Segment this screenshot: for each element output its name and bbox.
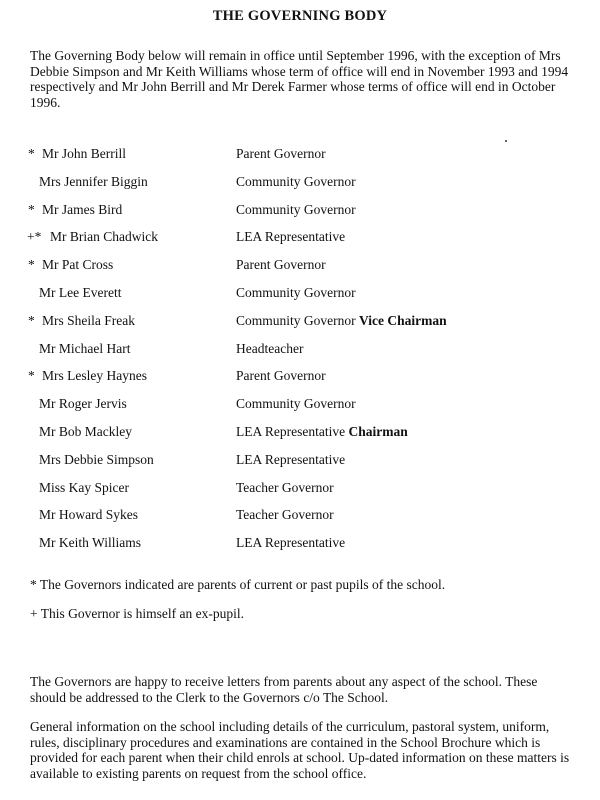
page-title: THE GOVERNING BODY — [212, 8, 388, 24]
parents-footnote: * The Governors indicated are parents of current or past pupils of the school. — [30, 577, 446, 592]
governor-row — [0, 452, 600, 480]
governor-role — [236, 285, 356, 301]
governor-marker: * — [28, 201, 35, 217]
governor-role — [236, 229, 345, 245]
governor-role — [236, 452, 345, 468]
ex-pupil-footnote: + This Governor is himself an ex-pupil. — [30, 606, 244, 621]
governor-row — [0, 507, 600, 535]
governor-row — [0, 480, 600, 508]
governor-row — [0, 285, 600, 313]
governor-name: Mr Brian Chadwick — [50, 229, 158, 245]
governor-role-text: Community Governor — [236, 312, 356, 328]
governor-row — [0, 174, 600, 202]
governor-role — [236, 507, 334, 523]
governor-role-text: Community Governor — [236, 201, 356, 217]
governor-name: Mr Keith Williams — [39, 535, 141, 551]
governor-name: Mr John Berrill — [42, 146, 126, 161]
governor-marker: +* — [27, 229, 42, 245]
governor-marker: * — [28, 146, 35, 161]
governor-row — [0, 257, 600, 285]
governor-row — [0, 396, 600, 424]
governor-role-text: LEA Representative — [236, 423, 346, 439]
governor-role-text: Teacher Governor — [236, 479, 334, 495]
governor-name: Mrs Jennifer Biggin — [39, 173, 148, 189]
governor-role-text: LEA Representative — [236, 535, 346, 551]
governor-role-text: LEA Representative — [236, 451, 346, 467]
governor-role — [236, 257, 326, 273]
governor-row — [0, 313, 600, 341]
governor-name: Mrs Debbie Simpson — [39, 451, 154, 467]
governor-name: Mrs Sheila Freak — [42, 312, 135, 328]
governor-role — [236, 202, 356, 218]
governor-row — [0, 229, 600, 257]
governor-name: Mr Bob Mackley — [39, 423, 132, 439]
intro-paragraph: The Governing Body below will remain in office until September 1996, with the exception of Mrs Debbie Simpson and Mr Keith Williams whose term of office will end in November 1993 and 1994 respectively and Mr John Berrill and Mr Derek Farmer whose terms of office will end in October 1996. — [30, 48, 569, 110]
governor-role-text: Community Governor — [236, 396, 356, 412]
governor-name: Mr James Bird — [42, 201, 123, 217]
governor-role — [236, 174, 356, 190]
governor-name: Mr Lee Everett — [39, 284, 122, 300]
governor-role — [236, 341, 303, 357]
governor-role-text: Community Governor — [236, 173, 356, 189]
governor-name: Miss Kay Spicer — [39, 479, 129, 495]
governor-role-text: Teacher Governor — [236, 507, 334, 523]
governor-row — [0, 202, 600, 230]
governor-role-text: Parent Governor — [236, 146, 326, 161]
governor-list — [0, 146, 600, 563]
scan-speck — [505, 140, 507, 142]
governor-row — [0, 368, 600, 396]
letters-paragraph: The Governors are happy to receive letters from parents about any aspect of the school. These should be addressed to the Clerk to the Governors c/o The School. — [30, 674, 538, 705]
governor-office-title: Chairman — [348, 423, 408, 439]
governor-role — [236, 146, 326, 162]
brochure-paragraph: General information on the school including details of the curriculum, pastoral system, uniform, rules, disciplinary procedures and examinations are contained in the School Brochure which is provided for each parent when their child enrols at school. Up-dated information on these matters is available to existing parents on request from the school office. — [30, 719, 570, 781]
governor-name: Mr Pat Cross — [42, 257, 114, 273]
governor-role-text: Parent Governor — [236, 368, 326, 384]
governor-name: Mr Howard Sykes — [39, 507, 138, 523]
governor-name: Mr Michael Hart — [39, 340, 131, 356]
governor-row — [0, 341, 600, 369]
governor-office-title: Vice Chairman — [359, 312, 447, 328]
governor-marker: * — [28, 257, 35, 273]
governor-role-text: Headteacher — [236, 340, 304, 356]
governor-row — [0, 424, 600, 452]
governor-name: Mr Roger Jervis — [39, 396, 127, 412]
governor-name: Mrs Lesley Haynes — [42, 368, 147, 384]
governor-role-text: Parent Governor — [236, 257, 326, 273]
governor-marker: * — [28, 312, 35, 328]
governor-role — [236, 424, 408, 440]
governor-role — [236, 313, 447, 329]
governor-role — [236, 396, 356, 412]
governor-role-text: Community Governor — [236, 284, 356, 300]
governor-role-text: LEA Representative — [236, 229, 346, 245]
governor-row — [0, 146, 600, 174]
governor-role — [236, 368, 326, 384]
governor-row — [0, 535, 600, 563]
governor-role — [236, 480, 334, 496]
governor-marker: * — [28, 368, 35, 384]
governor-role — [236, 535, 345, 551]
